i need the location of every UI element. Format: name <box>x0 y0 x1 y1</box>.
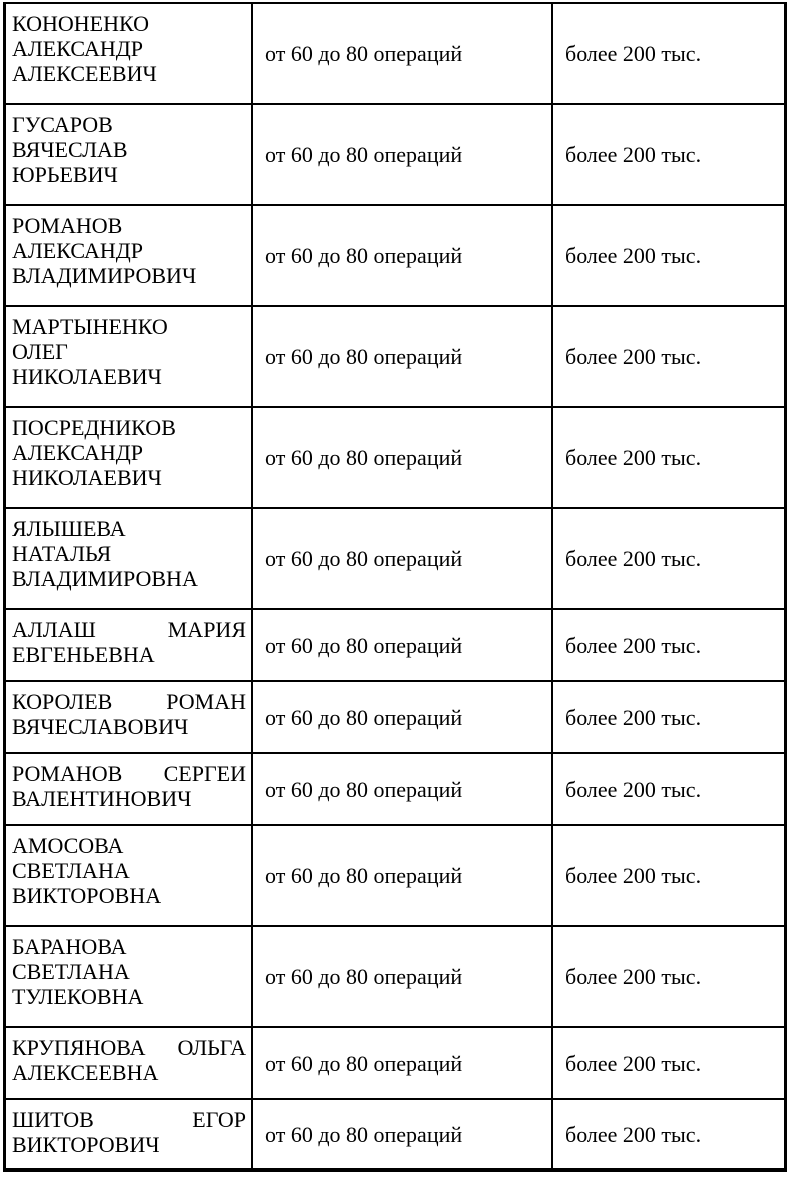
name-word: ВЛАДИМИРОВИЧ <box>12 263 197 288</box>
name-line <box>12 36 246 61</box>
amount-text: более 200 тыс. <box>565 1050 702 1076</box>
operations-cell <box>253 509 553 608</box>
operations-cell <box>253 610 553 680</box>
name-word: ГУСАРОВ <box>12 112 113 137</box>
amount-text: более 200 тыс. <box>565 142 702 167</box>
name-word: НИКОЛАЕВИЧ <box>12 364 162 389</box>
name-cell <box>6 754 253 824</box>
name-line <box>12 1035 246 1060</box>
table-row <box>6 408 784 509</box>
name-line <box>12 642 246 667</box>
amount-cell <box>553 307 784 406</box>
operations-text: от 60 до 80 операций <box>265 1121 463 1147</box>
name-word: ТУЛЕКОВНА <box>12 984 144 1009</box>
operations-cell <box>253 206 553 305</box>
name-word: ОЛЕГ <box>12 339 68 364</box>
operations-cell <box>253 307 553 406</box>
name-word: АМОСОВА <box>12 833 124 858</box>
operations-text: от 60 до 80 операций <box>265 632 463 658</box>
name-cell <box>6 4 253 103</box>
table-row <box>6 4 784 105</box>
amount-cell <box>553 1028 784 1098</box>
table-row <box>6 927 784 1028</box>
table-row <box>6 610 784 682</box>
name-line <box>12 364 246 389</box>
amount-cell <box>553 826 784 925</box>
operations-text: от 60 до 80 операций <box>265 776 463 802</box>
name-cell <box>6 1028 253 1098</box>
name-cell <box>6 1100 253 1168</box>
name-cell <box>6 105 253 204</box>
name-line <box>12 858 246 883</box>
name-line <box>12 339 246 364</box>
amount-cell <box>553 754 784 824</box>
table-row <box>6 307 784 408</box>
name-line <box>12 1107 246 1132</box>
name-line <box>12 61 246 86</box>
name-line <box>12 11 246 36</box>
name-line <box>12 415 246 440</box>
name-word: ВИКТОРОВНА <box>12 883 162 908</box>
operations-text: от 60 до 80 операций <box>265 863 463 888</box>
table-row <box>6 206 784 307</box>
operations-cell <box>253 682 553 752</box>
name-line <box>12 883 246 908</box>
operations-text: от 60 до 80 операций <box>265 243 463 268</box>
name-cell <box>6 408 253 507</box>
name-word: СВЕТЛАНА <box>12 858 130 883</box>
name-line <box>12 238 246 263</box>
name-word: БАРАНОВА <box>12 934 127 959</box>
name-word: АЛЛАШ <box>12 617 96 642</box>
operations-cell <box>253 408 553 507</box>
amount-cell <box>553 105 784 204</box>
name-line <box>12 213 246 238</box>
amount-text: более 200 тыс. <box>565 344 702 369</box>
name-line <box>12 465 246 490</box>
operations-cell <box>253 1028 553 1098</box>
name-cell <box>6 826 253 925</box>
name-line <box>12 112 246 137</box>
name-word: РОМАНОВ <box>12 761 123 786</box>
operations-cell <box>253 105 553 204</box>
amount-cell <box>553 927 784 1026</box>
operations-cell <box>253 826 553 925</box>
amount-text: более 200 тыс. <box>565 863 702 888</box>
amount-text: более 200 тыс. <box>565 632 702 658</box>
name-line <box>12 137 246 162</box>
name-word: МАРИЯ <box>167 617 246 642</box>
name-word: АЛЕКСАНДР <box>12 440 143 465</box>
name-word: СВЕТЛАНА <box>12 959 130 984</box>
name-line <box>12 833 246 858</box>
amount-cell <box>553 682 784 752</box>
amount-cell <box>553 509 784 608</box>
name-cell <box>6 927 253 1026</box>
name-cell <box>6 509 253 608</box>
name-word: АЛЕКСЕЕВНА <box>12 1060 159 1085</box>
name-line <box>12 934 246 959</box>
name-word: КОНОНЕНКО <box>12 11 150 36</box>
name-word: СЕРГЕИ <box>163 761 246 786</box>
name-line <box>12 984 246 1009</box>
name-cell <box>6 206 253 305</box>
amount-cell <box>553 4 784 103</box>
name-line <box>12 689 246 714</box>
name-word: КРУПЯНОВА <box>12 1035 146 1060</box>
table-row <box>6 1100 784 1168</box>
table-row <box>6 509 784 610</box>
amount-cell <box>553 1100 784 1168</box>
name-word: РОМАНОВ <box>12 213 123 238</box>
name-word: ВЛАДИМИРОВНА <box>12 566 198 591</box>
name-line <box>12 516 246 541</box>
operations-text: от 60 до 80 операций <box>265 1050 463 1076</box>
operations-cell <box>253 4 553 103</box>
name-cell <box>6 682 253 752</box>
amount-cell <box>553 408 784 507</box>
amount-text: более 200 тыс. <box>565 964 702 989</box>
name-line <box>12 440 246 465</box>
table <box>3 2 787 1172</box>
name-word: ВЯЧЕСЛАВ <box>12 137 128 162</box>
name-word: ЕВГЕНЬЕВНА <box>12 642 155 667</box>
amount-text: более 200 тыс. <box>565 41 702 66</box>
name-line <box>12 314 246 339</box>
name-word: ВЯЧЕСЛАВОВИЧ <box>12 714 189 739</box>
name-line <box>12 617 246 642</box>
name-line <box>12 1132 246 1157</box>
amount-text: более 200 тыс. <box>565 776 702 802</box>
name-line <box>12 162 246 187</box>
name-word: ОЛЬГА <box>177 1035 246 1060</box>
amount-text: более 200 тыс. <box>565 704 702 730</box>
amount-cell <box>553 610 784 680</box>
name-word: АЛЕКСЕЕВИЧ <box>12 61 157 86</box>
name-word: ВИКТОРОВИЧ <box>12 1132 160 1157</box>
name-line <box>12 761 246 786</box>
operations-cell <box>253 754 553 824</box>
table-row <box>6 754 784 826</box>
name-word: МАРТЫНЕНКО <box>12 314 168 339</box>
name-line <box>12 1060 246 1085</box>
amount-text: более 200 тыс. <box>565 546 702 571</box>
name-word: НИКОЛАЕВИЧ <box>12 465 162 490</box>
name-cell <box>6 610 253 680</box>
amount-cell <box>553 206 784 305</box>
name-word: ПОСРЕДНИКОВ <box>12 415 176 440</box>
name-word: АЛЕКСАНДР <box>12 238 143 263</box>
table-row <box>6 1028 784 1100</box>
operations-text: от 60 до 80 операций <box>265 142 463 167</box>
operations-text: от 60 до 80 операций <box>265 964 463 989</box>
name-word: ШИТОВ <box>12 1107 94 1132</box>
operations-text: от 60 до 80 операций <box>265 546 463 571</box>
amount-text: более 200 тыс. <box>565 243 702 268</box>
table-row <box>6 826 784 927</box>
name-word: ЯЛЫШЕВА <box>12 516 126 541</box>
name-word: НАТАЛЬЯ <box>12 541 112 566</box>
name-line <box>12 959 246 984</box>
table-row <box>6 682 784 754</box>
name-line <box>12 714 246 739</box>
amount-text: более 200 тыс. <box>565 445 702 470</box>
operations-cell <box>253 1100 553 1168</box>
name-line <box>12 541 246 566</box>
operations-text: от 60 до 80 операций <box>265 41 463 66</box>
name-line <box>12 263 246 288</box>
operations-cell <box>253 927 553 1026</box>
name-word: АЛЕКСАНДР <box>12 36 143 61</box>
name-line <box>12 566 246 591</box>
amount-text: более 200 тыс. <box>565 1121 702 1147</box>
name-word: РОМАН <box>166 689 246 714</box>
operations-text: от 60 до 80 операций <box>265 445 463 470</box>
name-line <box>12 786 246 811</box>
table-row <box>6 105 784 206</box>
name-cell <box>6 307 253 406</box>
name-word: ЕГОР <box>192 1107 246 1132</box>
name-word: ВАЛЕНТИНОВИЧ <box>12 786 192 811</box>
operations-text: от 60 до 80 операций <box>265 704 463 730</box>
operations-text: от 60 до 80 операций <box>265 344 463 369</box>
name-word: КОРОЛЕВ <box>12 689 113 714</box>
name-word: ЮРЬЕВИЧ <box>12 162 118 187</box>
